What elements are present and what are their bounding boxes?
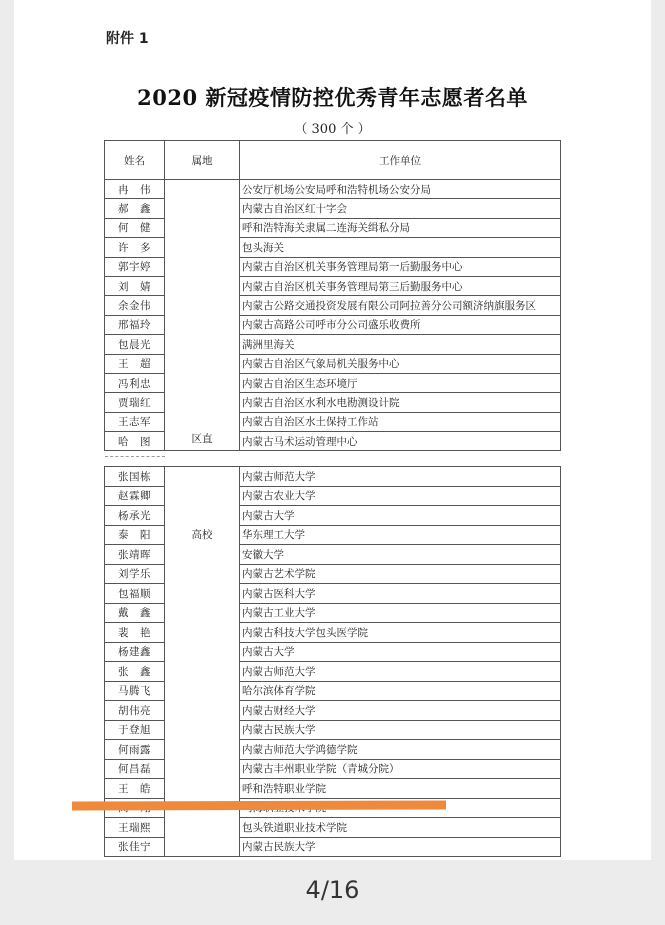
page-indicator: 4/16 [305, 876, 360, 904]
header-unit: 工作单位 [240, 141, 561, 180]
work-unit: 公安厅机场公安局呼和浩特机场公安分局 [240, 180, 561, 199]
volunteer-name: 冯利忠 [105, 373, 165, 392]
work-unit: 内蒙古科技大学包头医学院 [240, 623, 561, 643]
page-seam [14, 456, 651, 466]
volunteer-name: 包晨光 [105, 335, 165, 354]
work-unit: 内蒙古自治区机关事务管理局第三后勤服务中心 [240, 276, 561, 295]
volunteer-name: 杨建鑫 [105, 642, 165, 662]
volunteer-name: 包福顺 [105, 584, 165, 604]
region-group: 高校 [165, 467, 240, 857]
region-group: 区直 [165, 180, 240, 451]
volunteer-name: 何昌磊 [105, 759, 165, 779]
volunteer-name: 张靖晖 [105, 545, 165, 565]
work-unit: 哈尔滨体育学院 [240, 681, 561, 701]
work-unit: 内蒙古财经大学 [240, 701, 561, 721]
work-unit: 呼和浩特职业学院 [240, 779, 561, 799]
work-unit: 内蒙古医科大学 [240, 584, 561, 604]
work-unit: 呼和浩特海关隶属二连海关缉私分局 [240, 218, 561, 237]
work-unit: 内蒙古农业大学 [240, 486, 561, 506]
volunteer-name: 余金伟 [105, 296, 165, 315]
work-unit: 内蒙古自治区红十字会 [240, 199, 561, 218]
table-header-row [105, 141, 561, 180]
work-unit: 包头海关 [240, 238, 561, 257]
volunteer-name: 张国栋 [105, 467, 165, 487]
work-unit: 内蒙古自治区机关事务管理局第一后勤服务中心 [240, 257, 561, 276]
volunteer-name: 杨承光 [105, 506, 165, 526]
header-region: 属地 [165, 141, 240, 180]
volunteer-name: 何 健 [105, 218, 165, 237]
header-name: 姓名 [105, 141, 165, 180]
page-subtitle: （ 300 个 ） [294, 122, 371, 137]
work-unit: 内蒙古师范大学 [240, 662, 561, 682]
volunteer-name: 哈 图 [105, 432, 165, 451]
work-unit: 内蒙古民族大学 [240, 720, 561, 740]
volunteer-name: 郭宇婷 [105, 257, 165, 276]
volunteer-name: 于登旭 [105, 720, 165, 740]
work-unit: 内蒙古民族大学 [240, 837, 561, 857]
work-unit: 内蒙古马术运动管理中心 [240, 432, 561, 451]
page-title: 2020 新冠疫情防控优秀青年志愿者名单 [137, 85, 528, 110]
volunteer-name: 王 超 [105, 354, 165, 373]
appendix-label: 附件 1 [106, 31, 149, 47]
work-unit: 内蒙古自治区生态环境厅 [240, 373, 561, 392]
volunteer-name: 张佳宁 [105, 837, 165, 857]
volunteer-name: 王志军 [105, 412, 165, 431]
work-unit: 内蒙古师范大学鸿德学院 [240, 740, 561, 760]
volunteer-name: 邢福玲 [105, 315, 165, 334]
orange-highlight-mark [72, 801, 446, 811]
document-page [14, 0, 651, 860]
work-unit: 内蒙古丰州职业学院（青城分院） [240, 759, 561, 779]
volunteer-name: 裴 艳 [105, 623, 165, 643]
volunteer-name: 刘 婧 [105, 276, 165, 295]
volunteer-name: 马腾飞 [105, 681, 165, 701]
work-unit: 内蒙古大学 [240, 642, 561, 662]
volunteer-name: 郝 鑫 [105, 199, 165, 218]
volunteer-name: 王瑞熙 [105, 818, 165, 838]
volunteer-name: 赵霖卿 [105, 486, 165, 506]
work-unit: 内蒙古大学 [240, 506, 561, 526]
volunteer-name: 何雨露 [105, 740, 165, 760]
work-unit: 内蒙古自治区气象局机关服务中心 [240, 354, 561, 373]
work-unit: 内蒙古高路公司呼市分公司盛乐收费所 [240, 315, 561, 334]
work-unit: 满洲里海关 [240, 335, 561, 354]
work-unit: 华东理工大学 [240, 525, 561, 545]
table-row [105, 180, 561, 199]
work-unit: 包头铁道职业技术学院 [240, 818, 561, 838]
table-row [105, 467, 561, 487]
volunteer-name: 许 多 [105, 238, 165, 257]
volunteer-name: 刘学乐 [105, 564, 165, 584]
work-unit: 内蒙古自治区水土保持工作站 [240, 412, 561, 431]
volunteer-table-top [104, 140, 561, 451]
work-unit: 内蒙古工业大学 [240, 603, 561, 623]
volunteer-name: 胡伟亮 [105, 701, 165, 721]
work-unit: 内蒙古艺术学院 [240, 564, 561, 584]
volunteer-name: 戴 鑫 [105, 603, 165, 623]
volunteer-name: 张 鑫 [105, 662, 165, 682]
work-unit: 内蒙古自治区水利水电勘测设计院 [240, 393, 561, 412]
work-unit: 内蒙古师范大学 [240, 467, 561, 487]
volunteer-name: 冉 伟 [105, 180, 165, 199]
volunteer-name: 贾瑞红 [105, 393, 165, 412]
volunteer-table-bottom [104, 466, 561, 857]
work-unit: 安徽大学 [240, 545, 561, 565]
volunteer-name: 王 皓 [105, 779, 165, 799]
work-unit: 内蒙古公路交通投资发展有限公司阿拉善分公司额济纳旗服务区 [240, 296, 561, 315]
volunteer-name: 泰 阳 [105, 525, 165, 545]
